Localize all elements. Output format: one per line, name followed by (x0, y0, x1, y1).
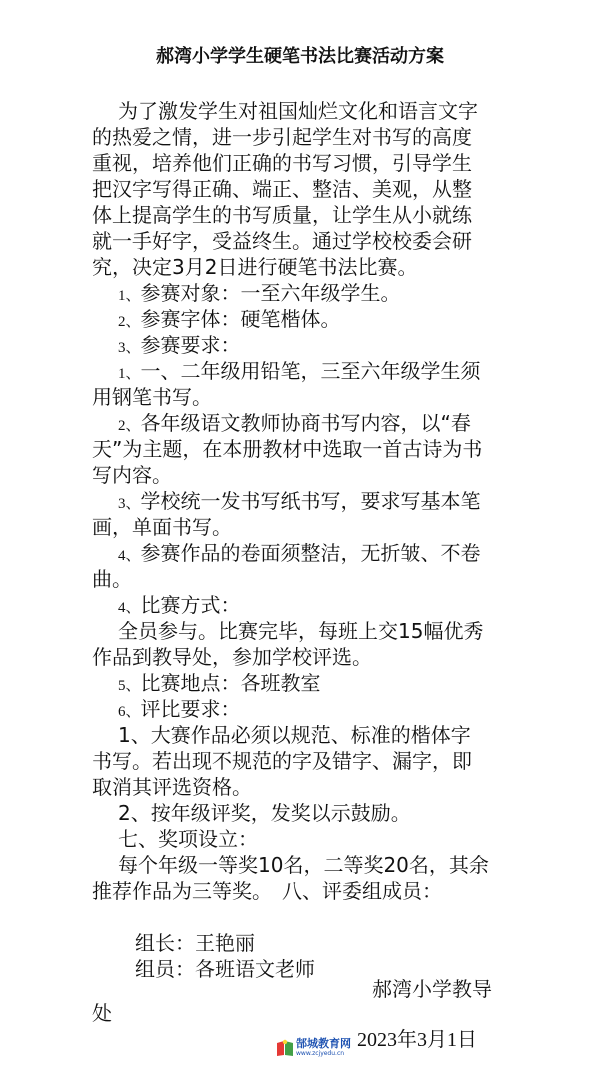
committee-members: 组员：各班语文老师 (135, 957, 315, 981)
requirement-line (118, 358, 481, 387)
requirement-line: 用钢笔书写。 (92, 385, 212, 409)
item-number: 1、 (118, 288, 141, 304)
section-font (118, 306, 341, 335)
item-text: 比赛方式： (140, 593, 241, 617)
item-text: 学校统一发书写纸书写，要求写基本笔 (140, 489, 481, 513)
item-text: 评比要求： (140, 697, 241, 721)
item-text: 参赛要求： (140, 333, 241, 357)
intro-line: 就一手好字，受益终生。通过学校校委会研 (92, 229, 472, 253)
intro-line: 体上提高学生的书写质量，让学生从小就练 (92, 203, 472, 227)
committee-leader: 组长：王艳丽 (135, 931, 255, 955)
intro-line: 重视，培养他们正确的书写习惯，引导学生 (92, 151, 472, 175)
item-text: 参赛对象：一至六年级学生。 (140, 281, 401, 305)
item-number: 4、 (118, 600, 141, 616)
section-location (118, 670, 321, 699)
requirement-line: 曲。 (92, 567, 132, 591)
watermark-logo (276, 1037, 352, 1061)
signature-line: 处 (92, 1001, 112, 1025)
item-text: 各年级语文教师协商书写内容，以“春 (140, 411, 471, 435)
item-number: 4、 (118, 548, 141, 564)
signature-line: 郝湾小学教导 (372, 977, 492, 1001)
item-number: 1、 (118, 366, 141, 382)
evaluation-line: 2、按年级评奖，发奖以示鼓励。 (118, 801, 411, 825)
document-title: 郝湾小学学生硬笔书法比赛活动方案 (156, 46, 444, 67)
item-number: 2、 (118, 418, 141, 434)
intro-line: 把汉字写得正确、端正、整洁、美观，从整 (92, 177, 472, 201)
item-number: 6、 (118, 704, 141, 720)
section-awards: 七、奖项设立： (118, 827, 258, 851)
item-number: 5、 (118, 678, 141, 694)
document-date: 2023年3月1日 (357, 1029, 477, 1051)
requirement-line (118, 488, 481, 517)
section-method (118, 592, 241, 621)
evaluation-line: 1、大赛作品必须以规范、标准的楷体字 (118, 723, 471, 747)
item-text: 参赛字体：硬笔楷体。 (140, 307, 341, 331)
item-number: 3、 (118, 496, 141, 512)
requirement-line: 写内容。 (92, 463, 172, 487)
watermark-name: 郜城教育网 (296, 1037, 351, 1050)
watermark-url: www.zcjyedu.cn (296, 1050, 345, 1057)
intro-line: 究，决定3月2日进行硬笔书法比赛。 (92, 255, 418, 279)
item-number: 2、 (118, 314, 141, 330)
intro-line: 为了激发学生对祖国灿烂文化和语言文字 (118, 99, 478, 123)
book-icon (276, 1039, 294, 1057)
section-evaluation (118, 696, 241, 725)
intro-line: 的热爱之情，进一步引起学生对书写的高度 (92, 125, 472, 149)
awards-line: 每个年级一等奖10名，二等奖20名，其余 (118, 853, 489, 877)
item-text: 比赛地点：各班教室 (140, 671, 321, 695)
item-text: 一、二年级用铅笔，三至六年级学生须 (140, 359, 481, 383)
requirement-line: 天”为主题，在本册教材中选取一首古诗为书 (92, 437, 483, 461)
item-text: 参赛作品的卷面须整洁，无折皱、不卷 (140, 541, 481, 565)
evaluation-line: 取消其评选资格。 (92, 775, 252, 799)
requirement-line (118, 540, 481, 569)
evaluation-line: 书写。若出现不规范的字及错字、漏字，即 (92, 749, 472, 773)
item-number: 3、 (118, 340, 141, 356)
awards-line: 推荐作品为三等奖。 八、评委组成员： (92, 879, 442, 903)
method-line: 作品到教导处，参加学校评选。 (92, 645, 372, 669)
method-line: 全员参与。比赛完毕，每班上交15幅优秀 (118, 619, 484, 643)
section-participants (118, 280, 401, 309)
section-requirements (118, 332, 241, 361)
requirement-line: 画，单面书写。 (92, 515, 232, 539)
requirement-line (118, 410, 471, 439)
